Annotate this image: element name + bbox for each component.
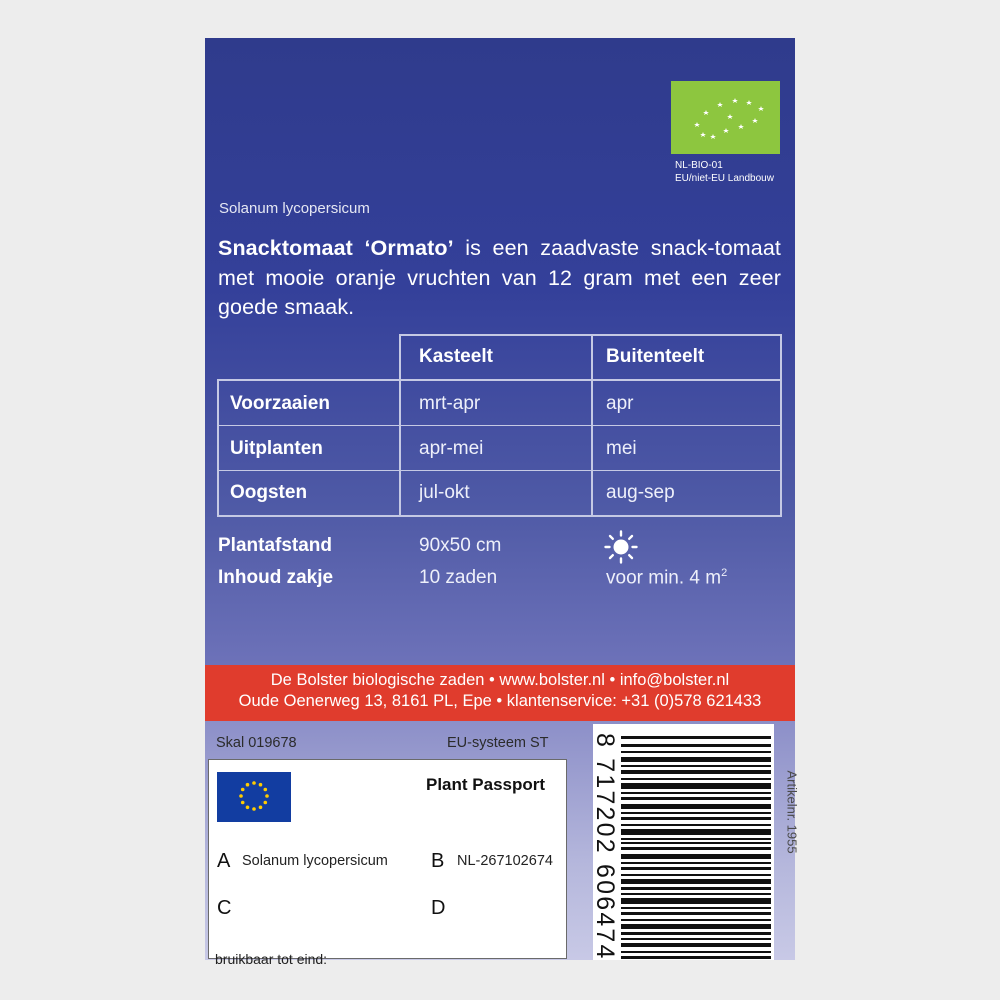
cell-oogsten-kasteelt: jul-okt <box>419 482 470 503</box>
contents-label: Inhoud zakje <box>218 567 334 588</box>
column-header-buitenteelt: Buitenteelt <box>606 346 705 367</box>
column-header-kasteelt: Kasteelt <box>419 346 493 367</box>
spacing-value: 90x50 cm <box>419 535 502 556</box>
barcode-bars <box>621 734 771 960</box>
seed-packet-back <box>205 38 800 967</box>
coverage-value: voor min. 4 m <box>606 567 722 589</box>
article-number: Artikelnr. 1955 <box>784 770 800 854</box>
passport-letter-a: A <box>217 850 231 872</box>
cell-uitplanten-kasteelt: apr-mei <box>419 438 484 459</box>
eu-organic-leaf-icon <box>671 81 780 154</box>
contents-value: 10 zaden <box>419 567 498 588</box>
row-label-oogsten: Oogsten <box>230 482 308 503</box>
sowing-schedule-table <box>217 334 782 517</box>
certification-code: NL-BIO-01 <box>675 160 723 171</box>
product-name: Snacktomaat ‘Ormato’ <box>218 236 454 260</box>
company-line-1: De Bolster biologische zaden • www.bolster.nl • info@bolster.nl <box>270 671 730 689</box>
product-description <box>218 234 781 323</box>
full-sun-icon <box>604 530 638 564</box>
barcode-digits: 8 717202 606474 <box>591 733 619 961</box>
skal-number: Skal 019678 <box>216 735 297 751</box>
plant-passport <box>208 759 567 959</box>
plant-passport-title: Plant Passport <box>426 775 546 794</box>
barcode <box>593 724 774 960</box>
passport-value-a: Solanum lycopersicum <box>242 853 388 869</box>
passport-letter-d: D <box>431 897 446 919</box>
best-before-label: bruikbaar tot eind: <box>215 951 328 967</box>
passport-letter-c: C <box>217 897 232 919</box>
species-name: Solanum lycopersicum <box>219 200 370 217</box>
info-panel <box>205 38 795 665</box>
spacing-label: Plantafstand <box>218 535 333 556</box>
eu-system-label: EU-systeem ST <box>447 735 549 751</box>
row-label-voorzaaien: Voorzaaien <box>230 393 330 414</box>
company-line-2: Oude Oenerweg 13, 8161 PL, Epe • klantenservice: +31 (0)578 621433 <box>238 692 762 710</box>
row-label-uitplanten: Uitplanten <box>230 438 323 459</box>
passport-letter-b: B <box>431 850 445 872</box>
passport-value-b: NL-267102674 <box>457 853 553 869</box>
eu-flag-icon <box>217 772 291 822</box>
certification-text <box>675 159 774 185</box>
coverage-text <box>606 567 727 589</box>
cell-oogsten-buitenteelt: aug-sep <box>606 482 675 503</box>
cell-uitplanten-buitenteelt: mei <box>606 438 637 459</box>
cell-voorzaaien-kasteelt: mrt-apr <box>419 393 481 414</box>
cell-voorzaaien-buitenteelt: apr <box>606 393 634 414</box>
company-contact-bar <box>205 665 795 721</box>
coverage-unit-exponent: 2 <box>721 567 728 579</box>
description-text: is een zaadvaste snack-tomaat met mooie oranje vruchten van 12 gram met een zeer goede smaak. <box>218 236 781 319</box>
certification-origin: EU/niet-EU Landbouw <box>675 173 774 184</box>
